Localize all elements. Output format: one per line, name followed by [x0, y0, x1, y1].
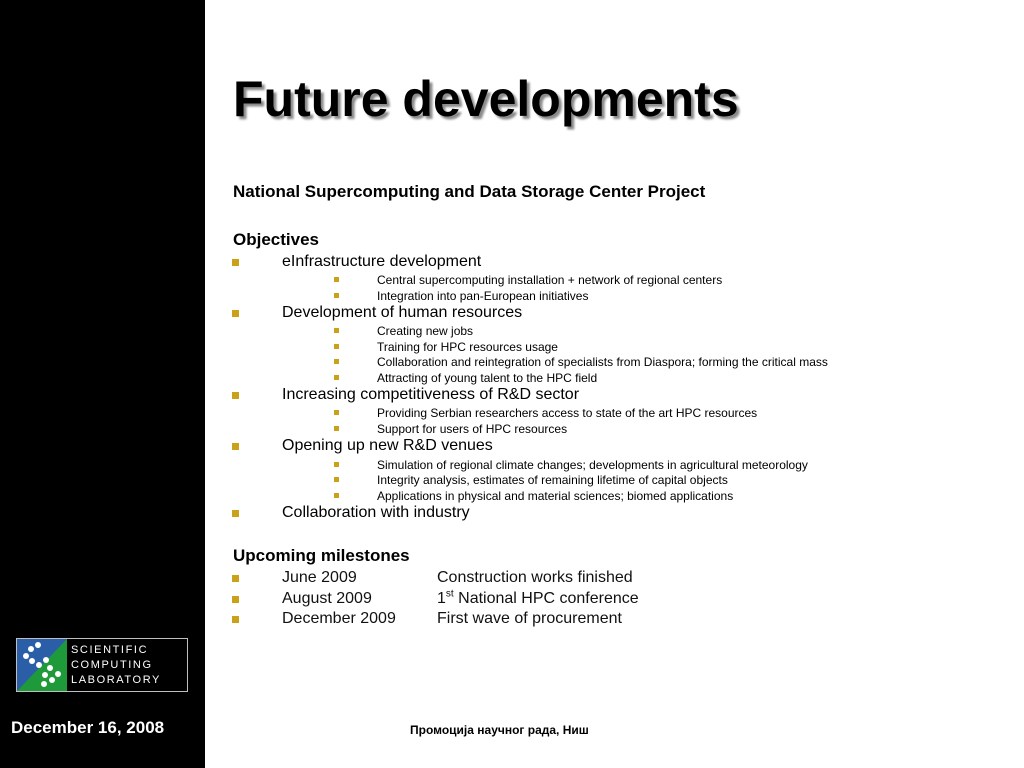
objective-subitem: Training for HPC resources usage	[377, 340, 558, 354]
bullet-icon	[232, 575, 239, 582]
objective-subitem: Integration into pan-European initiatives	[377, 289, 589, 303]
objective-item: Opening up new R&D venues	[282, 437, 493, 454]
sub-bullet-icon	[334, 410, 339, 415]
bullet-icon	[232, 392, 239, 399]
milestone-event	[437, 590, 639, 608]
bullet-icon	[232, 259, 239, 266]
bullet-icon	[232, 443, 239, 450]
objective-item: Increasing competitiveness of R&D sector	[282, 386, 580, 403]
objectives-heading: Objectives	[233, 230, 319, 249]
logo-line-3: LABORATORY	[71, 673, 161, 686]
objective-subitem: Simulation of regional climate changes; developments in agricultural meteorology	[377, 458, 808, 472]
footer-date: December 16, 2008	[11, 718, 165, 737]
sub-bullet-icon	[334, 477, 339, 482]
objective-subitem: Central supercomputing installation + network of regional centers	[377, 273, 723, 287]
objective-subitem: Creating new jobs	[377, 324, 474, 338]
logo-line-1: SCIENTIFIC	[71, 643, 149, 656]
bullet-icon	[232, 310, 239, 317]
sub-bullet-icon	[334, 359, 339, 364]
bullet-icon	[232, 510, 239, 517]
footer-event-text: Промоција научног рада, Ниш	[410, 723, 589, 737]
sub-bullet-icon	[334, 462, 339, 467]
scl-logo	[16, 638, 188, 692]
objective-item: Collaboration with industry	[282, 504, 470, 521]
objective-item: Development of human resources	[282, 304, 523, 321]
scl-logo-mark	[17, 639, 67, 691]
milestone-event: Construction works finished	[437, 569, 633, 586]
objective-subitem: Applications in physical and material sciences; biomed applications	[377, 489, 734, 503]
logo-line-2: COMPUTING	[71, 658, 153, 671]
sub-bullet-icon	[334, 328, 339, 333]
objective-subitem: Collaboration and reintegration of specialists from Diaspora; forming the critical mass	[377, 355, 828, 369]
sub-bullet-icon	[334, 344, 339, 349]
milestone-event: First wave of procurement	[437, 610, 622, 627]
bullet-icon	[232, 616, 239, 623]
slide-title: Future developments	[233, 71, 739, 127]
objective-item: eInfrastructure development	[282, 253, 482, 270]
objective-subitem: Providing Serbian researchers access to state of the art HPC resources	[377, 406, 758, 420]
sub-bullet-icon	[334, 493, 339, 498]
objective-subitem: Integrity analysis, estimates of remaining lifetime of capital objects	[377, 473, 728, 487]
objective-subitem: Attracting of young talent to the HPC field	[377, 371, 598, 385]
milestone-date: December 2009	[282, 610, 396, 627]
bullet-icon	[232, 596, 239, 603]
milestone-event-ordinal-suffix: st	[445, 588, 454, 600]
objective-subitem: Support for users of HPC resources	[377, 422, 568, 436]
sub-bullet-icon	[334, 375, 339, 380]
sub-bullet-icon	[334, 426, 339, 431]
milestone-event-text: National HPC conference	[453, 590, 639, 607]
milestone-date: June 2009	[282, 569, 357, 586]
milestones-heading: Upcoming milestones	[233, 546, 410, 565]
project-heading: National Supercomputing and Data Storage Center Project	[233, 182, 706, 201]
scl-logo-text	[67, 639, 187, 691]
milestone-date: August 2009	[282, 590, 372, 607]
milestone-event-ordinal: 1	[437, 590, 446, 607]
sub-bullet-icon	[334, 277, 339, 282]
sub-bullet-icon	[334, 293, 339, 298]
